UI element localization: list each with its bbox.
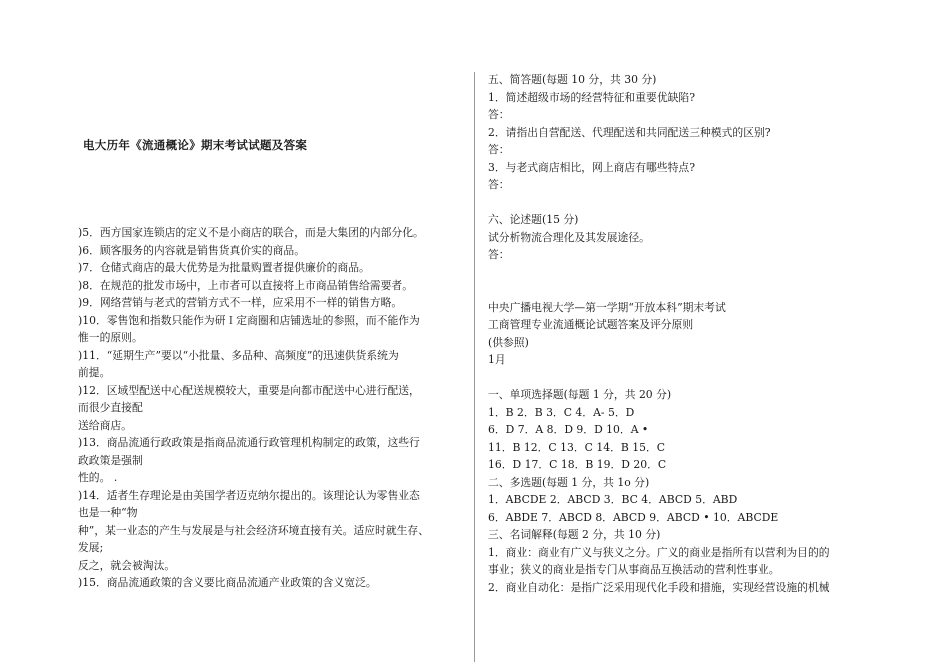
- text-line: 政政策是强制: [78, 453, 143, 467]
- text-line: 中央广播电视大学—第一学期“开放本科”期末考试: [488, 300, 726, 314]
- text-line: )8．在规范的批发市场中，上市者可以直接将上市商品销售给需要者。: [78, 278, 413, 292]
- text-line: 送给商店。: [78, 418, 132, 432]
- text-line: )13．商品流通行政政策是指商品流通行政管理机构制定的政策，这些行: [78, 436, 420, 449]
- text-line: 答：: [488, 143, 510, 156]
- text-line: 二、多选题(每题 1 分，共 1o 分): [488, 475, 650, 489]
- text-line: 三、名词解释(每题 2 分，共 10 分): [488, 528, 661, 541]
- text-line: 2．请指出自营配送、代理配送和共同配送三种模式的区别?: [488, 125, 771, 139]
- text-line: 发展;: [78, 541, 104, 554]
- text-line: 工商管理专业流通概论试题答案及评分原则: [488, 318, 694, 331]
- text-line: 前提。: [78, 366, 111, 379]
- text-line: 一、单项选择题(每题 1 分，共 20 分): [488, 388, 672, 401]
- text-line: )7．仓储式商店的最大优势是为批量购置者提供廉价的商品。: [78, 261, 370, 274]
- text-line: 1．B 2．B 3．C 4．A- 5．D: [488, 405, 635, 419]
- text-line: )6．顾客服务的内容就是销售货真价实的商品。: [78, 243, 306, 257]
- text-line: (供参照): [488, 335, 529, 349]
- text-line: )14．适者生存理论是由美国学者迈克纳尔提出的。该理论认为零售业态: [78, 488, 420, 502]
- document-title: 电大历年《流通概论》期末考试试题及答案: [83, 138, 308, 152]
- text-line: )10．零售饱和指数只能作为研Ｉ定商圈和店铺选址的参照，而不能作为: [78, 313, 420, 327]
- text-line: )5．西方国家连锁店的定义不是小商店的联合，而是大集团的内部分化。: [78, 226, 424, 239]
- text-line: 反之，就会被淘汰。: [78, 558, 176, 572]
- text-line: 而很少直接配: [78, 401, 143, 414]
- text-line: )12．区域型配送中心配送规模较大，重要是向都市配送中心进行配送，: [78, 383, 420, 397]
- text-line: 1月: [488, 353, 506, 366]
- text-line: 16．D 17．C 18．B 19．D 20．C: [488, 458, 667, 471]
- text-line: 3．与老式商店相比，网上商店有哪些特点?: [488, 160, 695, 174]
- text-line: 答：: [488, 248, 510, 261]
- text-line: 答：: [488, 108, 510, 121]
- column-divider: [474, 72, 475, 662]
- text-line: 1．商业：商业有广义与狭义之分。广义的商业是指所有以营利为目的的: [488, 545, 830, 559]
- text-line: 性的。 .: [78, 471, 118, 484]
- text-line: 11．B 12．C 13．C 14．B 15．C: [488, 440, 666, 454]
- text-line: 也是一种“物: [78, 506, 138, 519]
- text-line: 试分析物流合理化及其发展途径。: [488, 230, 650, 244]
- text-line: 惟一的原则。: [78, 331, 143, 344]
- text-line: )11．“延期生产”要以“小批量、多品种、高频度”的迅速供货系统为: [78, 348, 399, 362]
- text-line: 答：: [488, 178, 510, 191]
- text-line: 2．商业自动化：是指广泛采用现代化手段和措施，实现经营设施的机械: [488, 580, 830, 594]
- text-line: 1．简述超级市场的经营特征和重要优缺陷?: [488, 90, 695, 104]
- text-line: 五、简答题(每题 10 分，共 30 分): [488, 73, 657, 86]
- text-line: )15．商品流通政策的含义要比商品流通产业政策的含义宽泛。: [78, 576, 377, 589]
- text-line: 1．ABCDE 2．ABCD 3．BC 4．ABCD 5．ABD: [488, 493, 738, 506]
- text-line: 6．ABDE 7．ABCD 8．ABCD 9．ABCD • 10．ABCDE: [488, 510, 779, 524]
- text-line: 事业；狭义的商业是指专门从事商品互换活动的营利性事业。: [488, 563, 780, 576]
- text-line: 六、论述题(15 分): [488, 213, 579, 226]
- text-line: 种”，某一业态的产生与发展是与社会经济环境直接有关。适应时就生存、: [78, 523, 430, 537]
- text-line: 6．D 7．A 8．D 9．D 10．A •: [488, 423, 649, 436]
- text-line: )9．网络营销与老式的营销方式不一样，应采用不一样的销售方略。: [78, 296, 403, 309]
